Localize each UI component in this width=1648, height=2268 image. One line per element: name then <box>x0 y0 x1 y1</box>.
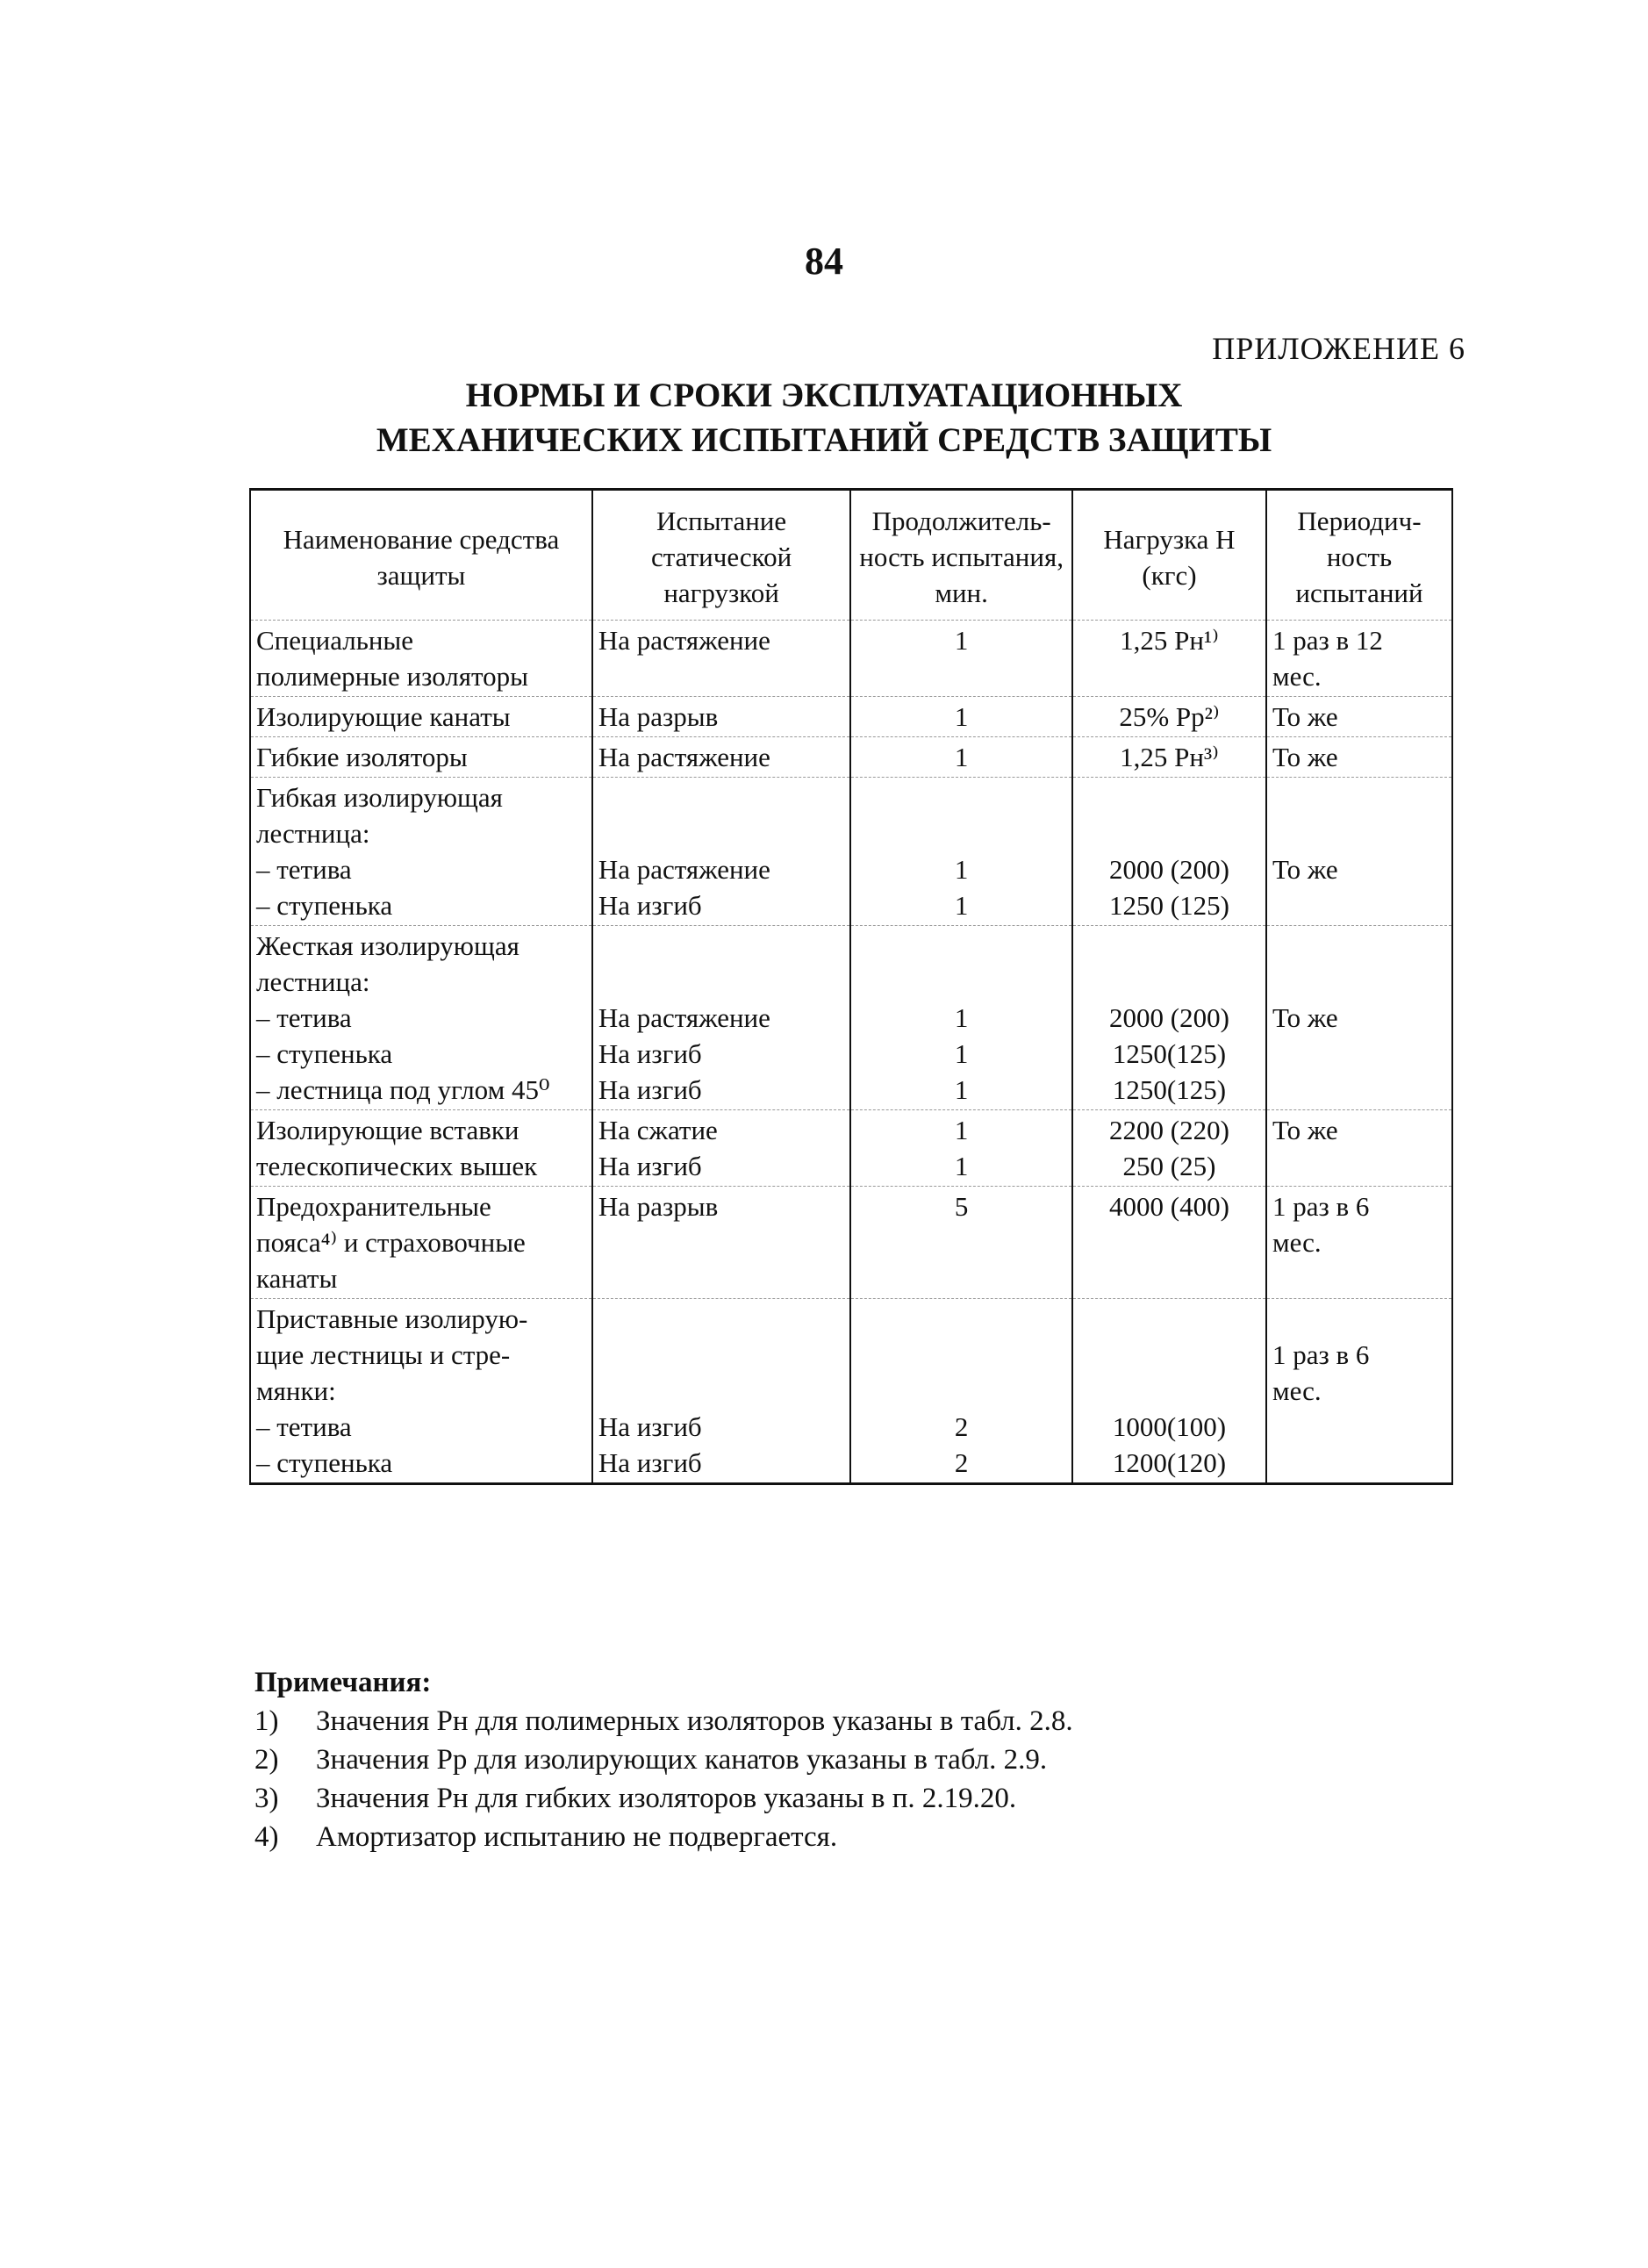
note-text: Амортизатор испытанию не подвергается. <box>316 1821 838 1853</box>
cell-periodicity <box>1266 621 1452 697</box>
cell-line <box>1078 1373 1260 1409</box>
cell-line: 1 <box>954 1115 969 1145</box>
note-item <box>254 1740 1073 1779</box>
norms-table <box>249 488 1453 1485</box>
cell-line <box>1272 928 1446 964</box>
note-text: Значения Рн для гибких изоляторов указаны в п. 2.19.20. <box>316 1783 1017 1814</box>
cell-line <box>1078 1337 1260 1373</box>
cell-line: То же <box>1272 1115 1338 1145</box>
cell-line: 2 <box>954 1447 969 1478</box>
cell-test <box>592 697 850 737</box>
cell-line: 1 раз в 6 <box>1272 1339 1370 1370</box>
document-title <box>0 373 1648 463</box>
cell-line <box>1272 1409 1446 1445</box>
cell-test <box>592 926 850 1110</box>
cell-line: Жесткая изолирующая <box>256 930 519 961</box>
cell-line <box>598 928 844 964</box>
cell-line: – ступенька <box>256 1447 393 1478</box>
cell-line <box>1272 1301 1446 1337</box>
cell-line: 1250(125) <box>1112 1074 1227 1105</box>
table-row <box>250 1299 1452 1484</box>
cell-line <box>1272 1036 1446 1072</box>
cell-line: мес. <box>1272 1375 1322 1406</box>
cell-line: На разрыв <box>598 1191 719 1222</box>
cell-duration <box>850 621 1072 697</box>
cell-line: На изгиб <box>598 1447 702 1478</box>
cell-name <box>250 1299 592 1484</box>
cell-duration <box>850 1299 1072 1484</box>
notes-title: Примечания: <box>254 1667 432 1698</box>
cell-periodicity <box>1266 1299 1452 1484</box>
cell-line: 1 раз в 6 <box>1272 1191 1370 1222</box>
cell-test <box>592 737 850 778</box>
cell-line <box>1272 964 1446 1000</box>
cell-line: – ступенька <box>256 1038 393 1069</box>
cell-line: – тетива <box>256 1411 352 1442</box>
cell-line <box>1272 779 1446 815</box>
cell-line: 2000 (200) <box>1109 854 1229 885</box>
cell-line <box>856 1301 1066 1337</box>
cell-duration <box>850 1110 1072 1187</box>
cell-line: телескопических вышек <box>256 1151 538 1181</box>
cell-line: Гибкие изоляторы <box>256 742 468 772</box>
cell-line: полимерные изоляторы <box>256 661 528 692</box>
cell-line: лестница: <box>256 818 370 849</box>
cell-line: На разрыв <box>598 701 719 732</box>
cell-name <box>250 697 592 737</box>
note-item <box>254 1779 1073 1818</box>
cell-name <box>250 1110 592 1187</box>
cell-duration <box>850 778 1072 926</box>
cell-line: 1 <box>954 742 969 772</box>
cell-periodicity <box>1266 697 1452 737</box>
table-row <box>250 697 1452 737</box>
cell-line <box>598 1301 844 1337</box>
cell-duration <box>850 1187 1072 1299</box>
cell-line: На растяжение <box>598 1002 770 1033</box>
cell-line: 2000 (200) <box>1109 1002 1229 1033</box>
cell-line: На сжатие <box>598 1115 718 1145</box>
note-number: 4) <box>254 1821 279 1853</box>
cell-test <box>592 621 850 697</box>
cell-line <box>1272 815 1446 851</box>
cell-test <box>592 1110 850 1187</box>
header-name: Наименование средства защиты <box>250 490 592 621</box>
cell-duration <box>850 926 1072 1110</box>
cell-line <box>1078 1301 1260 1337</box>
note-text: Значения Рр для изолирующих канатов указаны в табл. 2.9. <box>316 1744 1048 1776</box>
cell-duration <box>850 697 1072 737</box>
cell-line: 1000(100) <box>1112 1411 1227 1442</box>
cell-line <box>598 1373 844 1409</box>
cell-test <box>592 1187 850 1299</box>
cell-periodicity <box>1266 1187 1452 1299</box>
cell-load <box>1072 621 1266 697</box>
cell-periodicity <box>1266 926 1452 1110</box>
cell-name <box>250 778 592 926</box>
table-row <box>250 926 1452 1110</box>
cell-line: 1250(125) <box>1112 1038 1227 1069</box>
cell-line: пояса⁴⁾ и страховочные <box>256 1227 526 1258</box>
cell-line: мес. <box>1272 661 1322 692</box>
table-header-row <box>250 490 1452 621</box>
cell-line <box>856 964 1066 1000</box>
table-row <box>250 621 1452 697</box>
cell-load <box>1072 737 1266 778</box>
cell-line <box>856 928 1066 964</box>
notes <box>254 1663 1073 1856</box>
table-row <box>250 737 1452 778</box>
cell-name <box>250 1187 592 1299</box>
header-duration: Продолжитель-ность испытания, мин. <box>850 490 1072 621</box>
cell-line: – ступенька <box>256 890 393 921</box>
cell-line: Предохранительные <box>256 1191 491 1222</box>
cell-line: 1 <box>954 890 969 921</box>
title-line: МЕХАНИЧЕСКИХ ИСПЫТАНИЙ СРЕДСТВ ЗАЩИТЫ <box>376 421 1272 459</box>
title-line: НОРМЫ И СРОКИ ЭКСПЛУАТАЦИОННЫХ <box>465 377 1183 414</box>
cell-line: – лестница под углом 45⁰ <box>256 1074 550 1105</box>
note-item <box>254 1818 1073 1856</box>
cell-line: 1 <box>954 1038 969 1069</box>
cell-line: Приставные изолирую- <box>256 1303 528 1334</box>
header-test: Испытание статической нагрузкой <box>592 490 850 621</box>
cell-line: Специальные <box>256 625 414 656</box>
cell-line <box>1078 964 1260 1000</box>
table-body <box>250 621 1452 1484</box>
table-row <box>250 1187 1452 1299</box>
cell-periodicity <box>1266 1110 1452 1187</box>
cell-line: На изгиб <box>598 1411 702 1442</box>
cell-line: 1 <box>954 1074 969 1105</box>
cell-line <box>856 815 1066 851</box>
cell-line <box>598 815 844 851</box>
cell-name <box>250 621 592 697</box>
cell-line <box>598 1337 844 1373</box>
cell-line: 1200(120) <box>1112 1447 1227 1478</box>
cell-load <box>1072 778 1266 926</box>
cell-line: мянки: <box>256 1375 336 1406</box>
note-item <box>254 1702 1073 1740</box>
cell-line <box>1272 1148 1446 1184</box>
cell-periodicity <box>1266 737 1452 778</box>
cell-line: То же <box>1272 701 1338 732</box>
header-periodicity: Периодич-ность испытаний <box>1266 490 1452 621</box>
cell-periodicity <box>1266 778 1452 926</box>
cell-line: 25% Рр²⁾ <box>1119 701 1220 732</box>
cell-load <box>1072 1187 1266 1299</box>
cell-line: То же <box>1272 742 1338 772</box>
cell-line <box>1272 1445 1446 1481</box>
cell-test <box>592 778 850 926</box>
cell-name <box>250 737 592 778</box>
cell-line: 1,25 Рн¹⁾ <box>1120 625 1219 656</box>
cell-line: Гибкая изолирующая <box>256 782 503 813</box>
cell-line: На растяжение <box>598 854 770 885</box>
note-number: 2) <box>254 1744 279 1776</box>
header-load: Нагрузка Н (кгс) <box>1072 490 1266 621</box>
cell-line: То же <box>1272 854 1338 885</box>
cell-line: 4000 (400) <box>1109 1191 1229 1222</box>
cell-line: щие лестницы и стре- <box>256 1339 511 1370</box>
cell-line: 250 (25) <box>1122 1151 1216 1181</box>
cell-line: 1250 (125) <box>1109 890 1229 921</box>
cell-line: 1 <box>954 1002 969 1033</box>
cell-line: лестница: <box>256 966 370 997</box>
cell-line <box>1078 815 1260 851</box>
cell-load <box>1072 697 1266 737</box>
cell-line <box>1078 779 1260 815</box>
cell-name <box>250 926 592 1110</box>
cell-line: На изгиб <box>598 1074 702 1105</box>
cell-line: На изгиб <box>598 1038 702 1069</box>
cell-line: Изолирующие канаты <box>256 701 511 732</box>
cell-line: 5 <box>954 1191 969 1222</box>
cell-line: На растяжение <box>598 625 770 656</box>
cell-load <box>1072 926 1266 1110</box>
cell-line <box>856 1373 1066 1409</box>
cell-line: То же <box>1272 1002 1338 1033</box>
cell-line <box>856 779 1066 815</box>
table-row <box>250 1110 1452 1187</box>
cell-load <box>1072 1299 1266 1484</box>
cell-line: мес. <box>1272 1227 1322 1258</box>
cell-line: На изгиб <box>598 890 702 921</box>
cell-line: 1 <box>954 625 969 656</box>
cell-line <box>1078 928 1260 964</box>
cell-line: 1 <box>954 1151 969 1181</box>
cell-line: 2200 (220) <box>1109 1115 1229 1145</box>
note-number: 1) <box>254 1705 279 1737</box>
cell-line: 2 <box>954 1411 969 1442</box>
cell-load <box>1072 1110 1266 1187</box>
cell-line: На изгиб <box>598 1151 702 1181</box>
cell-line: 1,25 Рн³⁾ <box>1120 742 1219 772</box>
appendix-label: ПРИЛОЖЕНИЕ 6 <box>1212 331 1465 366</box>
table-row <box>250 778 1452 926</box>
cell-duration <box>850 737 1072 778</box>
cell-line: 1 <box>954 701 969 732</box>
cell-line <box>598 779 844 815</box>
cell-test <box>592 1299 850 1484</box>
cell-line: – тетива <box>256 854 352 885</box>
note-number: 3) <box>254 1783 279 1814</box>
cell-line: Изолирующие вставки <box>256 1115 519 1145</box>
cell-line: канаты <box>256 1263 338 1294</box>
cell-line: 1 раз в 12 <box>1272 625 1383 656</box>
cell-line <box>598 964 844 1000</box>
cell-line <box>1272 1072 1446 1108</box>
page-number: 84 <box>805 240 843 283</box>
cell-line: На растяжение <box>598 742 770 772</box>
note-text: Значения Рн для полимерных изоляторов указаны в табл. 2.8. <box>316 1705 1073 1737</box>
cell-line <box>1272 887 1446 923</box>
cell-line <box>856 1337 1066 1373</box>
cell-line: – тетива <box>256 1002 352 1033</box>
cell-line: 1 <box>954 854 969 885</box>
